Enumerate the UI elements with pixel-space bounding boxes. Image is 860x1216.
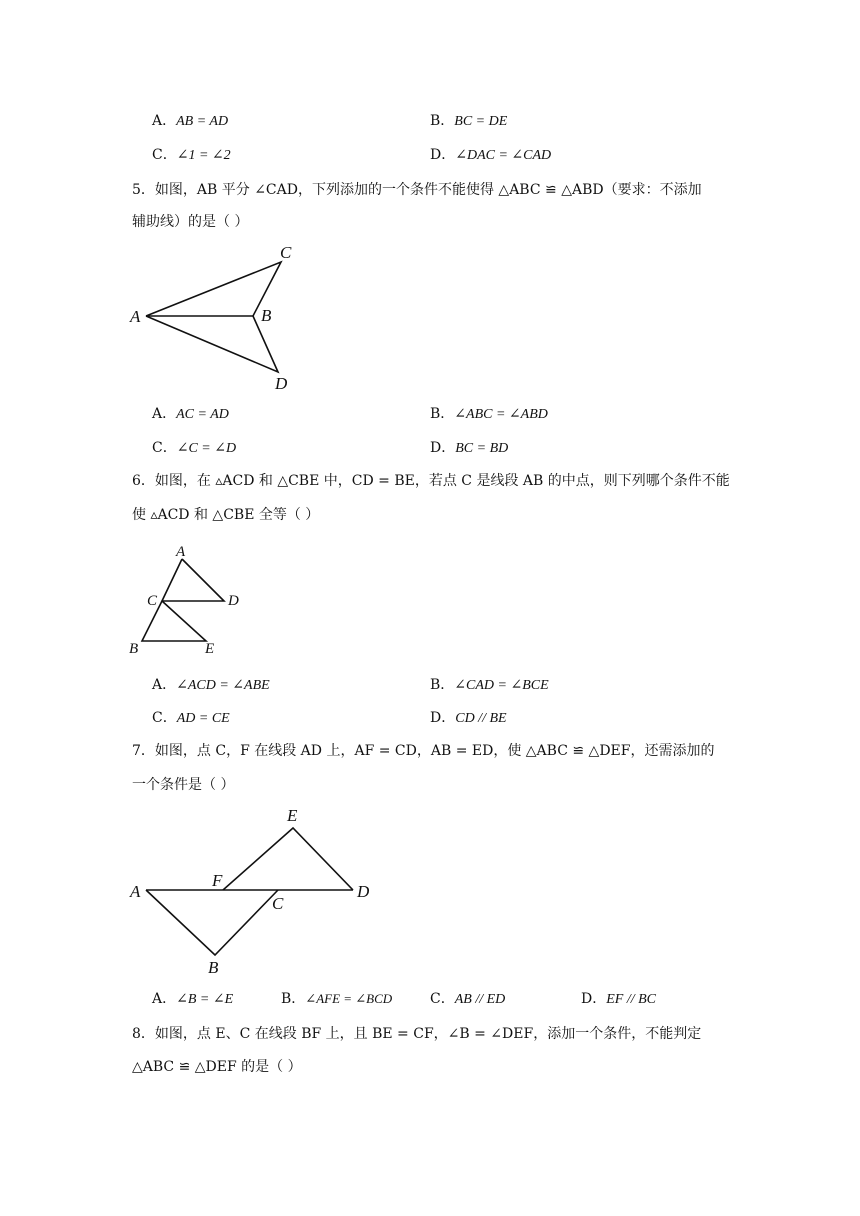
q6-label-c: C	[147, 593, 158, 609]
q8-stem-line2: △ABC ≌ △DEF 的是（ ）	[132, 1059, 302, 1075]
option-label: C．	[430, 991, 455, 1007]
q7-stem-line1: 7．如图，点 C，F 在线段 AD 上，AF = CD，AB = ED，使 △ABC ≌ △DEF，还需添加的	[132, 743, 715, 759]
option-label: D．	[581, 991, 607, 1007]
q7-option-d	[581, 989, 656, 1010]
q7-option-b	[281, 989, 392, 1009]
option-text: BC = DE	[454, 114, 508, 129]
q5-stem-line2: 辅助线）的是（ ）	[132, 214, 249, 230]
q7-triangle-abc	[146, 890, 278, 955]
option-label: B．	[430, 677, 455, 693]
option-text: BC = BD	[455, 441, 509, 456]
q7-label-b: B	[208, 958, 219, 977]
q7-triangle-def	[223, 828, 353, 890]
option-label: C．	[152, 440, 177, 456]
option-text: AB // ED	[454, 992, 506, 1007]
option-label: A．	[152, 113, 177, 129]
q6-stem-line2: 使 ▵ACD 和 △CBE 全等（ ）	[132, 507, 320, 523]
q6-stem-line1: 6．如图，在 ▵ACD 和 △CBE 中，CD = BE，若点 C 是线段 AB 的中点，则下列哪个条件不能	[132, 473, 730, 489]
q5-label-c: C	[280, 243, 292, 262]
option-text: ∠ABC = ∠ABD	[454, 407, 548, 422]
option-label: B．	[281, 991, 306, 1007]
q7-label-e: E	[287, 806, 298, 825]
q6-label-a: A	[176, 544, 186, 560]
q7-label-c: C	[272, 894, 284, 913]
q5-stem-line1: 5．如图，AB 平分 ∠CAD，下列添加的一个条件不能使得 △ABC ≌ △ABD（要求：不添加	[132, 182, 702, 198]
option-text: AD = CE	[176, 711, 230, 726]
option-text: EF // BC	[606, 992, 657, 1007]
option-text: AB = AD	[176, 114, 229, 129]
option-text: ∠C = ∠D	[176, 441, 237, 456]
option-label: B．	[430, 113, 455, 129]
q7-option-c	[430, 989, 505, 1010]
option-text: AC = AD	[176, 407, 229, 422]
option-text: ∠CAD = ∠BCE	[454, 678, 549, 693]
option-label: B．	[430, 406, 455, 422]
q5-label-d: D	[275, 374, 288, 393]
q7-label-f: F	[212, 871, 223, 890]
option-text: ∠AFE = ∠BCD	[305, 991, 393, 1006]
option-text: ∠DAC = ∠CAD	[455, 148, 552, 163]
q5-label-b: B	[261, 306, 272, 325]
q5-label-a: A	[130, 307, 141, 326]
option-text: ∠1 = ∠2	[176, 148, 231, 163]
option-label: D．	[430, 440, 456, 456]
q8-stem-line1: 8．如图，点 E、C 在线段 BF 上，且 BE = CF，∠B = ∠DEF，添加一个条件，不能判定	[132, 1026, 702, 1042]
option-label: C．	[152, 710, 177, 726]
q7-stem-line2: 一个条件是（ ）	[132, 777, 235, 793]
q6-label-b: B	[129, 641, 139, 657]
option-label: A．	[152, 991, 177, 1007]
option-label: C．	[152, 147, 177, 163]
q7-label-d: D	[357, 882, 370, 901]
q7-option-a	[152, 989, 233, 1010]
q6-label-d: D	[228, 593, 239, 609]
option-label: A．	[152, 677, 177, 693]
option-text: ∠ACD = ∠ABE	[176, 678, 270, 693]
option-text: CD // BE	[455, 711, 507, 726]
option-label: D．	[430, 710, 456, 726]
q6-label-e: E	[205, 641, 215, 657]
option-label: D．	[430, 147, 456, 163]
option-text: ∠B = ∠E	[176, 992, 234, 1007]
option-label: A．	[152, 406, 177, 422]
q7-label-a: A	[130, 882, 141, 901]
